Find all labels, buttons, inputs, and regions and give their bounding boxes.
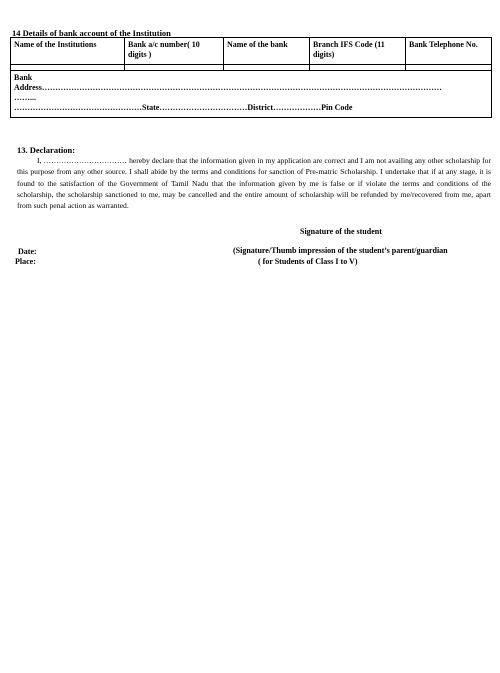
table-header-row — [11, 38, 492, 65]
bank-address-row — [11, 71, 492, 118]
header-bank-name: Name of the bank — [224, 38, 310, 65]
declaration-body: I, …………………………… hereby declare that the information given in my application are correct and I am not availing any other scholarship for this purpose from any other source. I shall abide by the terms and conditions for sanction of Pre-matric Scholarship. I undertake that if at any stage, it is found to the satisfaction of the Government of Tamil Nadu that the information given by me is false or if violate the terms and conditions of the scholarship, the scholarship sanctioned to me, may be cancelled and the entire amount of scholarship will be refunded by me/recovered from me, apart from such penal action as warranted. — [17, 156, 491, 211]
section-14-title: 14 Details of bank account of the Institution — [12, 28, 171, 38]
header-institution-name: Name of the Institutions — [11, 38, 125, 65]
bank-address-label: Bank — [14, 73, 33, 82]
header-account-number: Bank a/c number( 10 digits ) — [125, 38, 224, 65]
declaration-text-block — [17, 155, 491, 211]
declaration-title: 13. Declaration: — [17, 145, 76, 155]
bank-address-line-3: …………………………………………State……………………………District………………Pin Code — [14, 103, 353, 112]
parent-signature-label: (Signature/Thumb impression of the student’s parent/guardian — [233, 246, 448, 255]
bank-address-cell[interactable] — [11, 71, 492, 118]
bank-address-line-2: ……... — [14, 93, 36, 102]
place-label: Place: — [15, 257, 36, 266]
date-label: Date: — [18, 247, 37, 256]
header-bank-telephone: Bank Telephone No. — [406, 38, 492, 65]
bank-address-line-1: Address…………………………………………………………………………………………………………………………………… — [14, 83, 442, 92]
bank-details-table — [10, 37, 492, 118]
header-ifs-code: Branch IFS Code (11 digits) — [310, 38, 406, 65]
class-note-label: ( for Students of Class I to V) — [258, 257, 358, 266]
student-signature-label: Signature of the student — [300, 227, 382, 236]
